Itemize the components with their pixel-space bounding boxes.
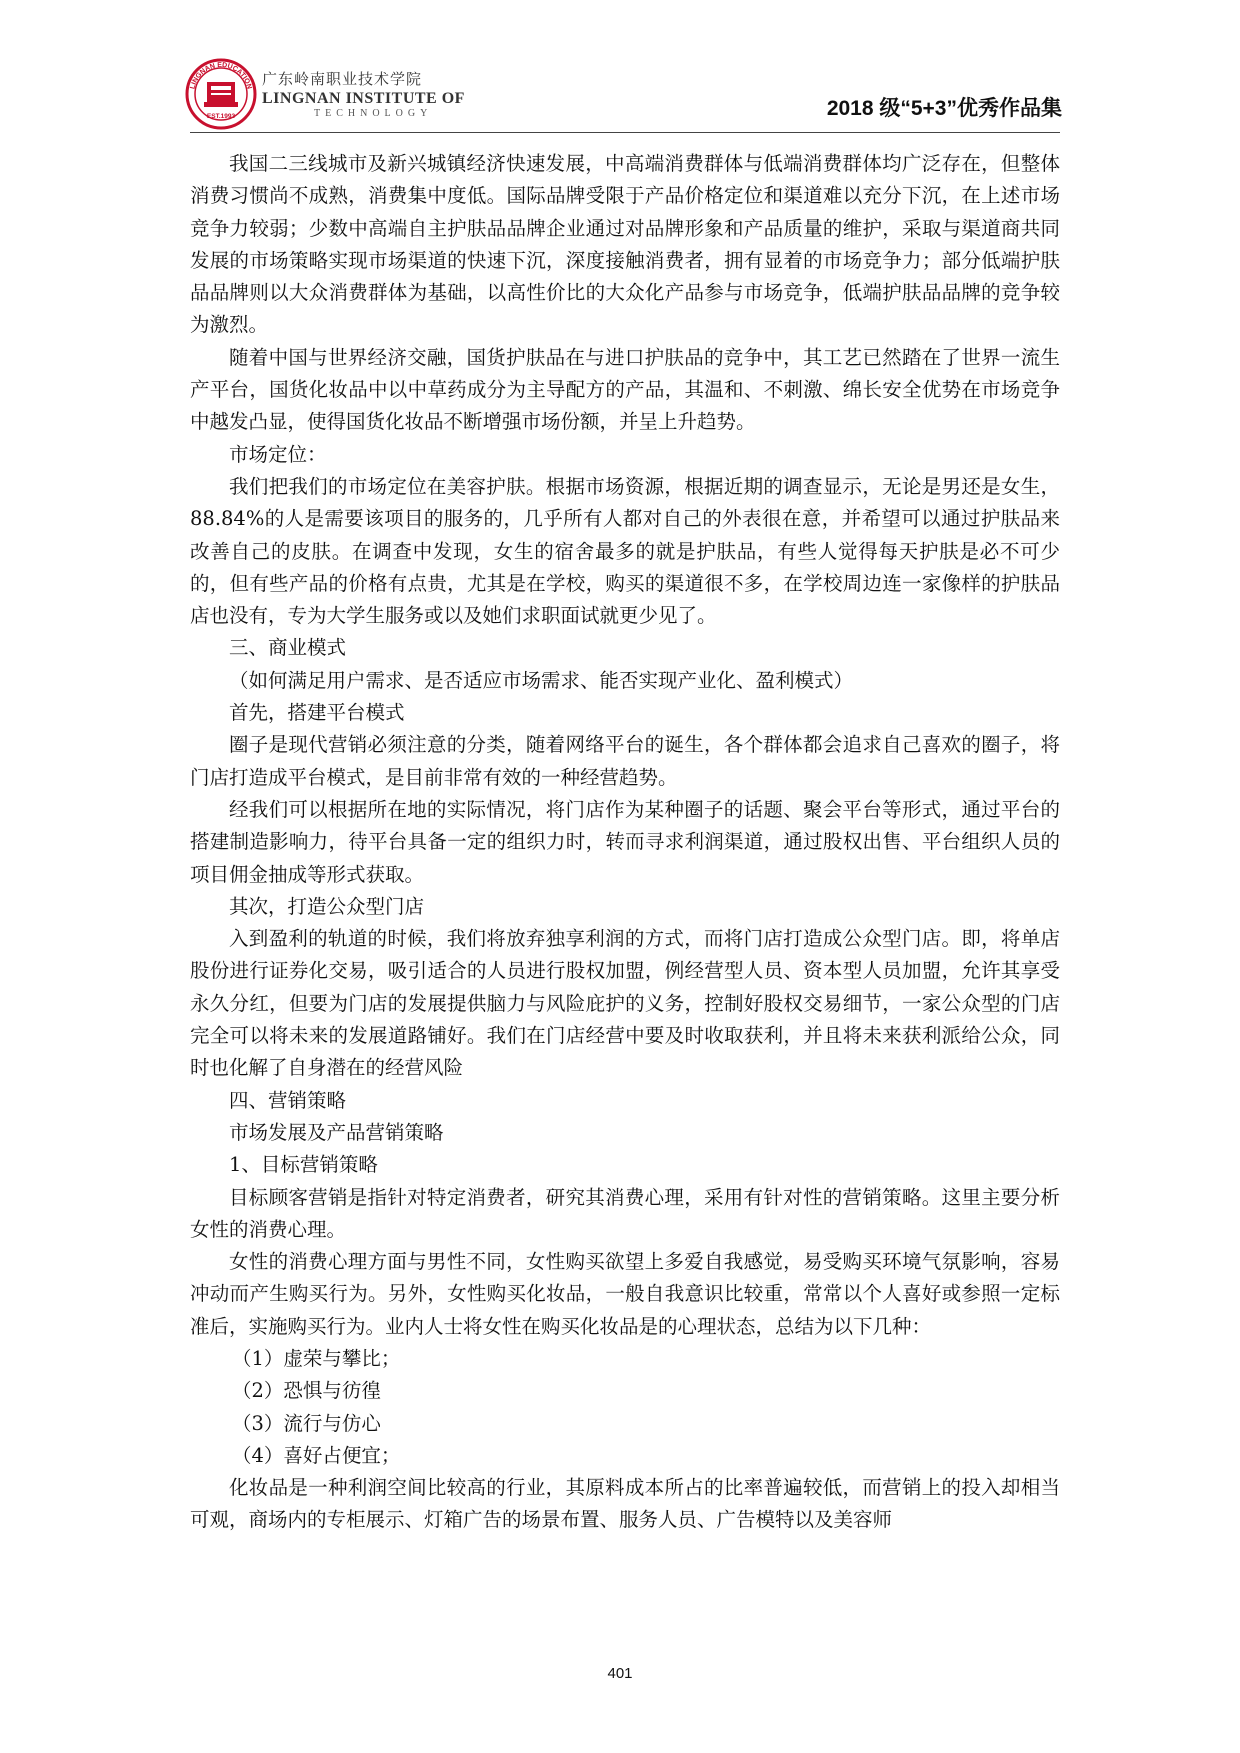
heading-marketing-strategy: 四、营销策略: [229, 1088, 347, 1112]
heading-target-marketing: 1、目标营销策略: [229, 1153, 378, 1177]
paragraph-market-positioning: 我们把我们的市场定位在美容护肤。根据市场资源，根据近期的调查显示，无论是男还是女生，88.84%的人是需要该项目的服务的，几乎所有人都对自己的外表很在意，并希望可以通过护肤品来改善自己的皮肤。在调查中发现，女生的宿舍最多的就是护肤品，有些人觉得每天护肤是必不可少的，但有些产品的价格有点贵，尤其是在学校，购买的渠道很不多，在学校周边连一家像样的护肤品店也没有，专为大学生服务或以及她们求职面试就更少见了。: [190, 474, 1060, 628]
header-divider: [190, 132, 1060, 133]
school-name-block: [262, 68, 465, 119]
school-name-en: LINGNAN INSTITUTE OF: [262, 90, 465, 107]
list-item: （4）喜好占便宜；: [232, 1443, 401, 1467]
paragraph-domestic-products: 随着中国与世界经济交融，国货护肤品在与进口护肤品的竞争中，其工艺已然踏在了世界一流生产平台，国货化妆品中以中草药成分为主导配方的产品，其温和、不刺激、绵长安全优势在市场竞争中越发凸显，使得国货化妆品不断增强市场份额，并呈上升趋势。: [190, 345, 1060, 434]
svg-text:LINGNAN EDUCATION: LINGNAN EDUCATION: [189, 61, 253, 90]
business-model-note: （如何满足用户需求、是否适应市场需求、能否实现产业化、盈利模式）: [229, 668, 854, 692]
heading-business-model: 三、商业模式: [229, 636, 347, 660]
school-logo-icon: [185, 58, 257, 130]
heading-market-positioning: 市场定位：: [229, 442, 327, 466]
collection-title: 2018 级“5+3”优秀作品集: [826, 97, 1062, 120]
list-item: （3）流行与仿心: [232, 1411, 381, 1435]
svg-text:EST.1993: EST.1993: [206, 113, 236, 120]
paragraph-public-store: 入到盈利的轨道的时候，我们将放弃独享利润的方式，而将门店打造成公众型门店。即，将单店股份进行证券化交易，吸引适合的人员进行股权加盟，例经营型人员、资本型人员加盟，允许其享受永久分红，但要为门店的发展提供脑力与风险庇护的义务，控制好股权交易细节，一家公众型的门店完全可以将未来的发展道路铺好。我们在门店经营中要及时收取获利，并且将未来获利派给公众，同时也化解了自身潜在的经营风险: [190, 927, 1060, 1080]
paragraph-target-customers: 目标顾客营销是指针对特定消费者，研究其消费心理，采用有针对性的营销策略。这里主要分析女性的消费心理。: [190, 1185, 1060, 1241]
heading-market-development: 市场发展及产品营销策略: [229, 1120, 444, 1144]
list-item: （1）虚荣与攀比；: [232, 1346, 401, 1370]
school-name-technology: TECHNOLOGY: [314, 108, 433, 119]
page-header: [0, 0, 1240, 130]
list-item: （2）恐惧与彷徨: [232, 1379, 381, 1403]
school-name-cn: 广东岭南职业技术学院: [262, 70, 423, 88]
page-number: 401: [607, 1665, 633, 1682]
paragraph-market-competition: 我国二三线城市及新兴城镇经济快速发展，中高端消费群体与低端消费群体均广泛存在，但整体消费习惯尚不成熟，消费集中度低。国际品牌受限于产品价格定位和渠道难以充分下沉，在上述市场竞争力较弱；少数中高端自主护肤品品牌企业通过对品牌形象和产品质量的维护，采取与渠道商共同发展的市场策略实现市场渠道的快速下沉，深度接触消费者，拥有显着的市场竞争力；部分低端护肤品品牌则以大众消费群体为基础，以高性价比的大众化产品参与市场竞争，低端护肤品品牌的竞争较为激烈。: [190, 152, 1060, 337]
paragraph-circle-marketing: 圈子是现代营销必须注意的分类，随着网络平台的诞生，各个群体都会追求自己喜欢的圈子，将门店打造成平台模式，是目前非常有效的一种经营趋势。: [190, 733, 1060, 789]
paragraph-female-psychology: 女性的消费心理方面与男性不同，女性购买欲望上多爱自我感觉，易受购买环境气氛影响，容易冲动而产生购买行为。另外，女性购买化妆品，一般自我意识比较重，常常以个人喜好或参照一定标准后，实施购买行为。业内人士将女性在购买化妆品是的心理状态，总结为以下几种：: [190, 1250, 1060, 1338]
paragraph-cosmetics-profit: 化妆品是一种利润空间比较高的行业，其原料成本所占的比率普遍较低，而营销上的投入却相当可观，商场内的专柜展示、灯箱广告的场景布置、服务人员、广告模特以及美容师: [190, 1476, 1060, 1532]
page-body: [190, 148, 1060, 1537]
paragraph-platform-building: 经我们可以根据所在地的实际情况，将门店作为某种圈子的话题、聚会平台等形式，通过平台的搭建制造影响力，待平台具备一定的组织力时，转而寻求利润渠道，通过股权出售、平台组织人员的项目佣金抽成等形式获取。: [190, 797, 1060, 886]
heading-platform-mode: 首先，搭建平台模式: [229, 701, 405, 725]
heading-public-store: 其次，打造公众型门店: [229, 894, 425, 918]
